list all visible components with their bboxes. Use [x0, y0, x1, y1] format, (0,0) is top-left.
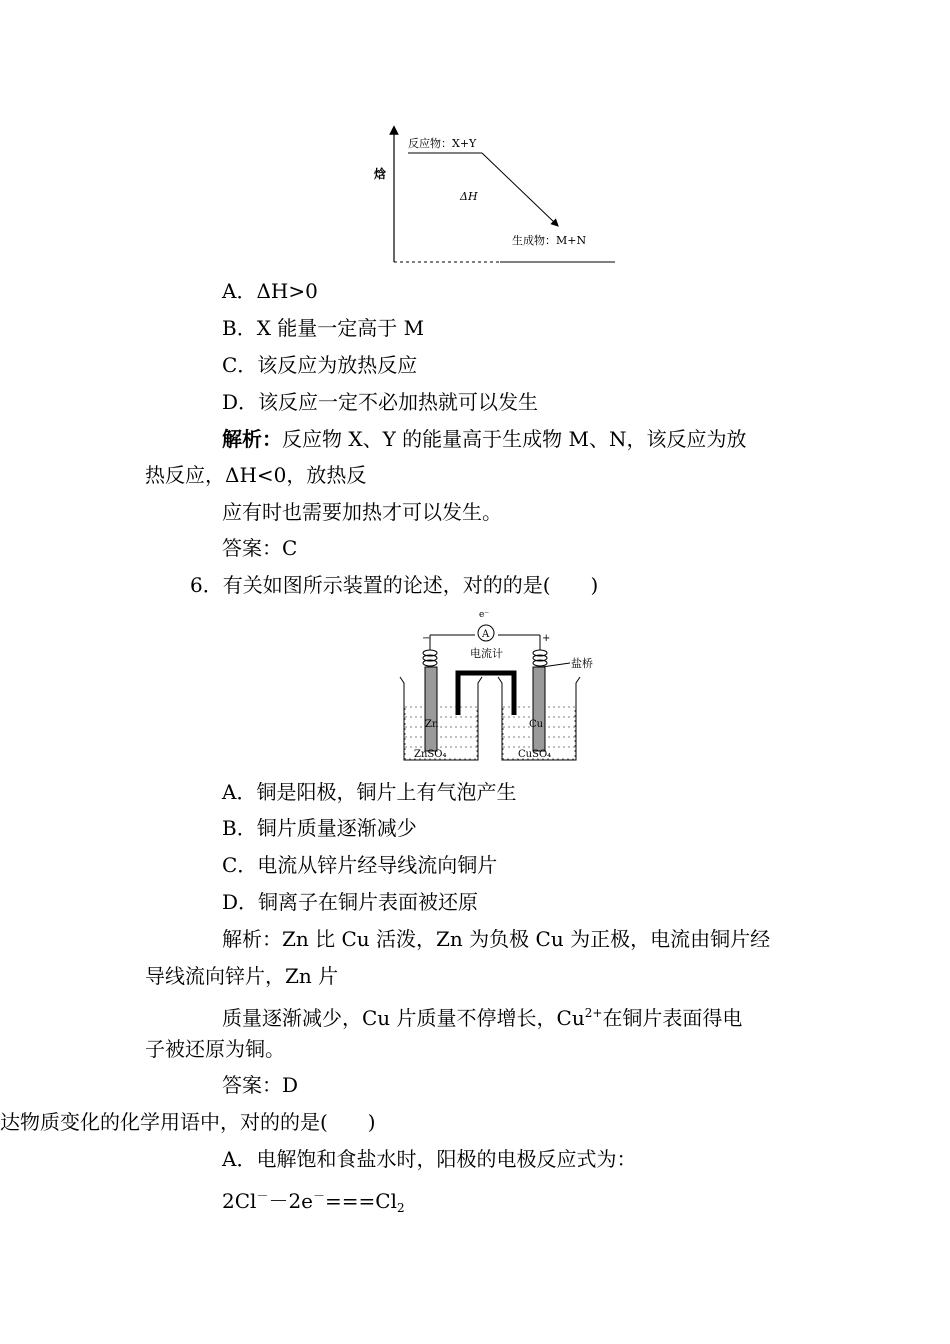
q6-option-d: D．铜离子在铜片表面被还原: [222, 890, 479, 914]
eq-part2: －2e: [268, 1189, 314, 1213]
q7-equation: [222, 1183, 405, 1221]
q6-option-b: B．铜片质量逐渐减少: [222, 816, 417, 840]
q5-option-a: [222, 278, 318, 304]
q7-stem: 达物质变化的化学用语中，对的的是( ): [0, 1110, 376, 1134]
q5-option-d: D．该反应一定不必加热就可以发生: [222, 390, 539, 414]
salt-bridge: [458, 673, 514, 715]
q5-analysis-line1: [222, 426, 747, 452]
zn-label: Zn: [425, 719, 439, 730]
q5-analysis-line2: [145, 462, 366, 488]
q6-analysis-line2: 导线流向锌片，Zn 片: [145, 964, 339, 988]
q5-analysis-text1: 反应物 X、Y 的能量高于生成物 M、N，该反应为放: [282, 427, 747, 451]
left-beaker: [400, 677, 482, 760]
q6-analysis-sup: 2+: [584, 1006, 603, 1020]
electron-label: e⁻: [479, 610, 490, 620]
q5-analysis-text2a: 热反应，ΔH: [145, 463, 257, 487]
q6-analysis-text3a: 质量逐渐减少，Cu 片质量不停增长，Cu: [222, 1006, 585, 1030]
cu-electrode: [533, 667, 545, 751]
zn-electrode: [425, 667, 437, 751]
q6-analysis-line1: 解析：Zn 比 Cu 活泼，Zn 为负极 Cu 为正极，电流由铜片经: [222, 927, 771, 951]
q6-option-c: C．电流从锌片经导线流向铜片: [222, 853, 498, 877]
q7-option-a: A．电解饱和食盐水时，阳极的电极反应式为：: [222, 1147, 637, 1171]
cuso4-label: CuSO₄: [518, 749, 552, 760]
minus-sign: −: [422, 633, 431, 644]
y-axis-label: 焓: [374, 167, 387, 181]
q6-option-a: A．铜是阳极，铜片上有气泡产生: [222, 780, 517, 804]
plus-sign: +: [542, 633, 551, 644]
reaction-arrow: [482, 153, 556, 224]
q6-analysis-text3b: 在铜片表面得电: [602, 1006, 743, 1030]
delta-h-label: ΔH: [460, 190, 478, 203]
eq-sup2: －: [313, 1189, 326, 1203]
q5-analysis-label: 解析：: [222, 427, 282, 451]
eq-part3: ===Cl: [325, 1189, 398, 1213]
ammeter-label: 电流计: [470, 647, 503, 660]
eq-sup1: －: [256, 1189, 269, 1203]
znso4-label: ZnSO₄: [414, 749, 447, 760]
q6-analysis-line3: [222, 1000, 742, 1031]
q5-option-b: B．X 能量一定高于 M: [222, 316, 425, 340]
energy-diagram: [360, 120, 630, 270]
eq-sub: 2: [397, 1201, 405, 1215]
q5-answer: 答案：C: [222, 536, 298, 560]
galvanic-cell-diagram: [390, 605, 620, 767]
ammeter-symbol: A: [482, 629, 490, 640]
q5-analysis-text2b: <0，放热反: [256, 463, 367, 487]
q5-analysis-line3: 应有时也需要加热才可以发生。: [222, 500, 502, 524]
product-label: 生成物：M+N: [512, 234, 587, 247]
q5-option-a-suffix: >0: [288, 279, 318, 303]
q6-stem: 6．有关如图所示装置的论述，对的的是( ): [190, 573, 599, 597]
eq-part1: 2Cl: [222, 1189, 257, 1213]
reactant-label: 反应物：X+Y: [408, 137, 477, 150]
cu-label: Cu: [529, 719, 544, 730]
q6-analysis-line4: 子被还原为铜。: [145, 1037, 285, 1061]
q5-option-a-prefix: A．ΔH: [222, 279, 289, 303]
salt-bridge-label: 盐桥: [571, 657, 593, 670]
q5-option-c: C．该反应为放热反应: [222, 353, 418, 377]
q6-answer: 答案：D: [222, 1073, 299, 1097]
